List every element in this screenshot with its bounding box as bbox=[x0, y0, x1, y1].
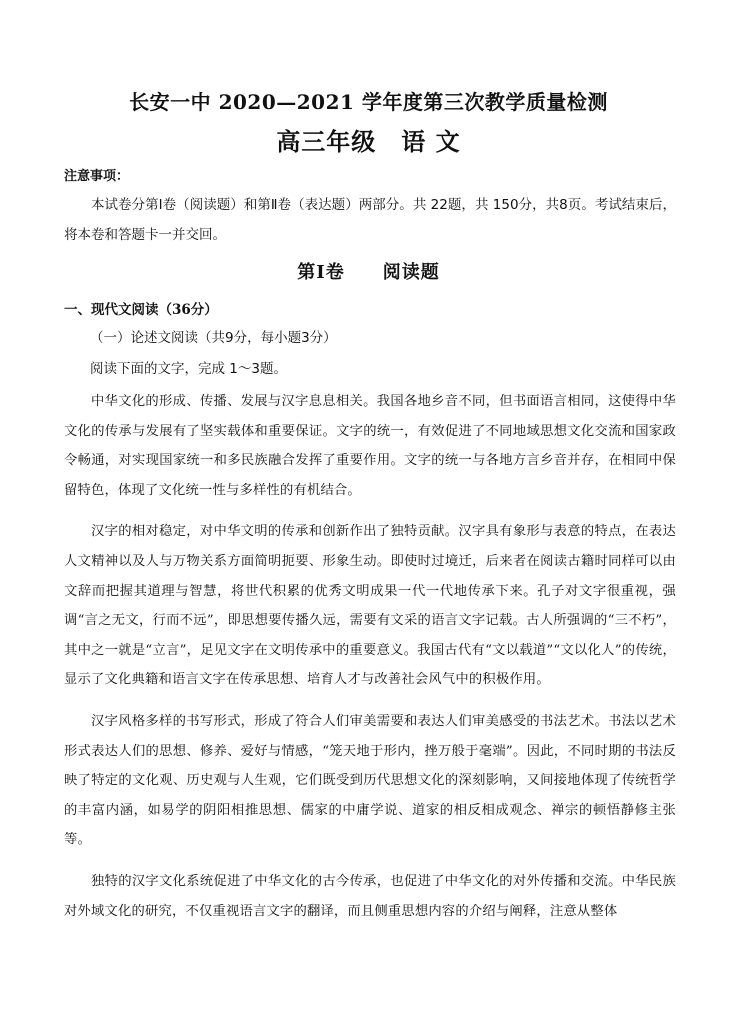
article-paragraph-1: 中华文化的形成、传播、发展与汉字息息相关。我国各地乡音不同，但书面语言相同，这使得中华文化的传承与发展有了坚实载体和重要保证。文字的统一，有效促进了不同地域思想文化交流和国家政令畅通，对实现国家统一和多民族融合发挥了重要作用。文字的统一与各地方言乡音并存，在相同中保留特色，体现了文化统一性与多样性的有机结合。 bbox=[64, 394, 676, 498]
article-paragraph-4: 独特的汉字文化系统促进了中华文化的古今传承，也促进了中华文化的对外传播和交流。中华民族对外域文化的研究，不仅重视语言文字的翻译，而且侧重思想内容的介绍与阐释，注意从整体 bbox=[64, 873, 676, 919]
exam-subtitle: 高三年级 语 文 bbox=[276, 127, 461, 156]
notice-label: 注意事项： bbox=[64, 169, 130, 184]
part-subheading: （一）论述文阅读（共9分，每小题3分） bbox=[90, 330, 337, 346]
reading-article bbox=[64, 387, 676, 938]
section-title: 第Ⅰ卷 阅读题 bbox=[297, 262, 440, 283]
part-heading: 一、现代文阅读（36分） bbox=[64, 302, 218, 318]
reading-instruction: 阅读下面的文字，完成 1～3题。 bbox=[90, 361, 287, 377]
exam-title: 长安一中 2020—2021 学年度第三次教学质量检测 bbox=[129, 90, 608, 114]
notice-text: 本试卷分第Ⅰ卷（阅读题）和第Ⅱ卷（表达题）两部分。共 22题，共 150分，共8页。考试结束后，将本卷和答题卡一并交回。 bbox=[64, 197, 676, 243]
article-paragraph-3: 汉字风格多样的书写形式，形成了符合人们审美需要和表达人们审美感受的书法艺术。书法以艺术形式表达人们的思想、修养、爱好与情感，“笼天地于形内，挫万般于毫端”。因此，不同时期的书法反映了特定的文化观、历史观与人生观，它们既受到历代思想文化的深刻影响，又间接地体现了传统哲学的丰富内涵，如易学的阴阳相推思想、儒家的中庸学说、道家的相反相成观念、禅宗的顿悟静修主张等。 bbox=[64, 713, 676, 848]
article-paragraph-2: 汉字的相对稳定，对中华文明的传承和创新作出了独特贡献。汉字具有象形与表意的特点，在表达人文精神以及人与万物关系方面简明扼要、形象生动。即使时过境迁，后来者在阅读古籍时同样可以由文辞而把握其道理与智慧，将世代积累的优秀文明成果一代一代地传承下来。孔子对文字很重视，强调“言之无文，行而不远”，即思想要传播久远，需要有文采的语言文字记载。古人所强调的“三不朽”，其中之一就是“立言”，足见文字在文明传承中的重要意义。我国古代有“文以载道”“文以化人”的传统，显示了文化典籍和语言文字在传承思想、培育人才与改善社会风气中的积极作用。 bbox=[64, 524, 676, 688]
